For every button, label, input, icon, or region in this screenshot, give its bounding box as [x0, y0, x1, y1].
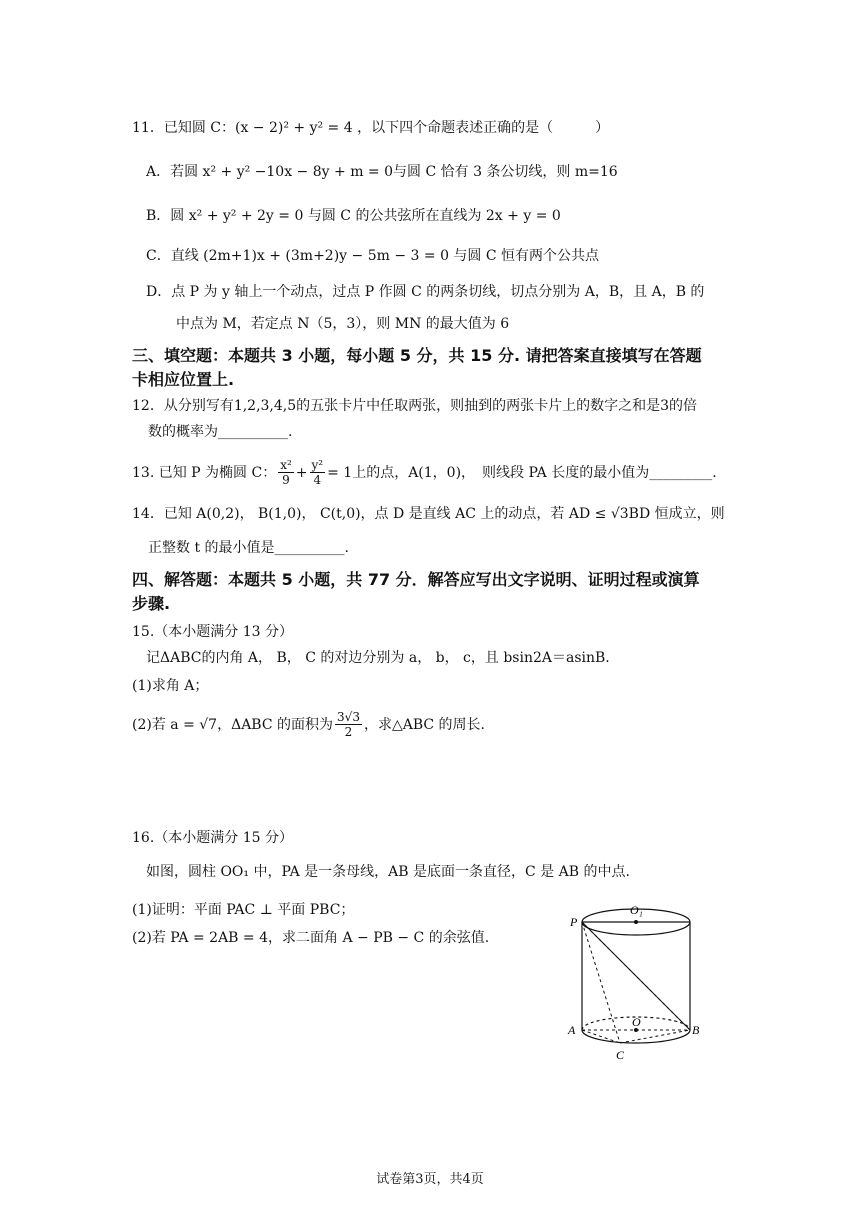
q12-line1: 12．从分别写有1,2,3,4,5的五张卡片中任取两张，则抽到的两张卡片上的数字之和是3的倍 — [132, 398, 698, 414]
q13-x-numerator: x² — [280, 458, 292, 472]
q13-prefix: 13. 已知 P 为椭圆 C： — [132, 464, 277, 481]
q14-line1: 14．已知 A(0,2)， B(1,0)， C(t,0)，点 D 是直线 AC 上的动点，若 AD ≤ √3BD 恒成立，则 — [132, 506, 725, 522]
q13-line — [132, 458, 717, 487]
q14-line2: 正整数 t 的最小值是__________. — [148, 540, 349, 556]
q15-part2 — [132, 710, 485, 739]
q15-area-denominator: 2 — [344, 725, 353, 739]
q13-fraction-y — [310, 458, 326, 487]
q11-option-c: C．直线 (2m+1)x + (3m+2)y − 5m − 3 = 0 与圆 C 恒有两个公共点 — [146, 248, 600, 264]
q11-option-a: A．若圆 x² + y² −10x − 8y + m = 0与圆 C 恰有 3 条公切线，则 m=16 — [146, 164, 618, 180]
page-footer: 试卷第3页，共4页 — [376, 1172, 484, 1187]
q13-x-denominator: 9 — [282, 473, 290, 487]
label-p: P — [570, 915, 578, 929]
label-b: B — [692, 1023, 700, 1037]
q15-stem: 记ΔABC的内角 A， B， C 的对边分别为 a， b， c，且 bsin2A＝asinB. — [146, 650, 610, 666]
label-o1: O₁ — [630, 903, 643, 917]
q16-part2: (2)若 PA = 2AB = 4，求二面角 A − PB − C 的余弦值. — [132, 930, 490, 946]
point-o1 — [634, 920, 638, 924]
q15-part2-suffix: ，求△ABC 的周长. — [363, 716, 485, 733]
q11-option-d-line2: 中点为 M，若定点 N（5，3），则 MN 的最大值为 6 — [176, 316, 510, 332]
cylinder-figure — [556, 896, 706, 1068]
q15-part2-prefix: (2)若 a = √7，ΔABC 的面积为 — [132, 716, 334, 733]
label-c: C — [616, 1048, 625, 1062]
q13-y-numerator: y² — [311, 458, 324, 472]
q11-option-d-line1: D．点 P 为 y 轴上一个动点，过点 P 作圆 C 的两条切线，切点分别为 A，B，且 A，B 的 — [146, 284, 705, 300]
q13-y-denominator: 4 — [313, 473, 322, 487]
q15-area-numerator: 3√3 — [337, 710, 360, 724]
q15-area-fraction — [335, 710, 362, 739]
q13-fraction-x — [278, 458, 294, 487]
q16-heading: 16.（本小题满分 15 分） — [132, 830, 293, 846]
q11-option-b: B．圆 x² + y² + 2y = 0 与圆 C 的公共弦所在直线为 2x + y = 0 — [146, 208, 561, 224]
q11-stem: 11．已知圆 C：(x − 2)² + y² = 4 ，以下四个命题表述正确的是（ ） — [132, 120, 610, 136]
section4-heading-line2: 步骤. — [132, 594, 171, 613]
section3-heading-line1: 三、填空题：本题共 3 小题，每小题 5 分，共 15 分. 请把答案直接填写在答题 — [132, 346, 702, 365]
label-a: A — [568, 1023, 576, 1037]
q15-part1: (1)求角 A； — [132, 678, 209, 694]
q15-heading: 15.（本小题满分 13 分） — [132, 624, 293, 640]
q13-plus: + — [295, 464, 308, 481]
section3-heading-line2: 卡相应位置上. — [132, 370, 235, 389]
q16-stem: 如图，圆柱 OO₁ 中，PA 是一条母线，AB 是底面一条直径，C 是 AB 的中点. — [146, 864, 630, 880]
section4-heading-line1: 四、解答题：本题共 5 小题，共 77 分．解答应写出文字说明、证明过程或演算 — [132, 570, 700, 589]
segment-pb-solid — [582, 922, 690, 1030]
q13-suffix: = 1上的点，A(1，0)， 则线段 PA 长度的最小值为_________. — [327, 464, 717, 481]
q16-part1: (1)证明：平面 PAC ⊥ 平面 PBC； — [132, 902, 355, 918]
q12-line2: 数的概率为__________. — [148, 424, 293, 440]
segment-cb — [620, 1030, 690, 1043]
label-o: O — [632, 1015, 641, 1029]
